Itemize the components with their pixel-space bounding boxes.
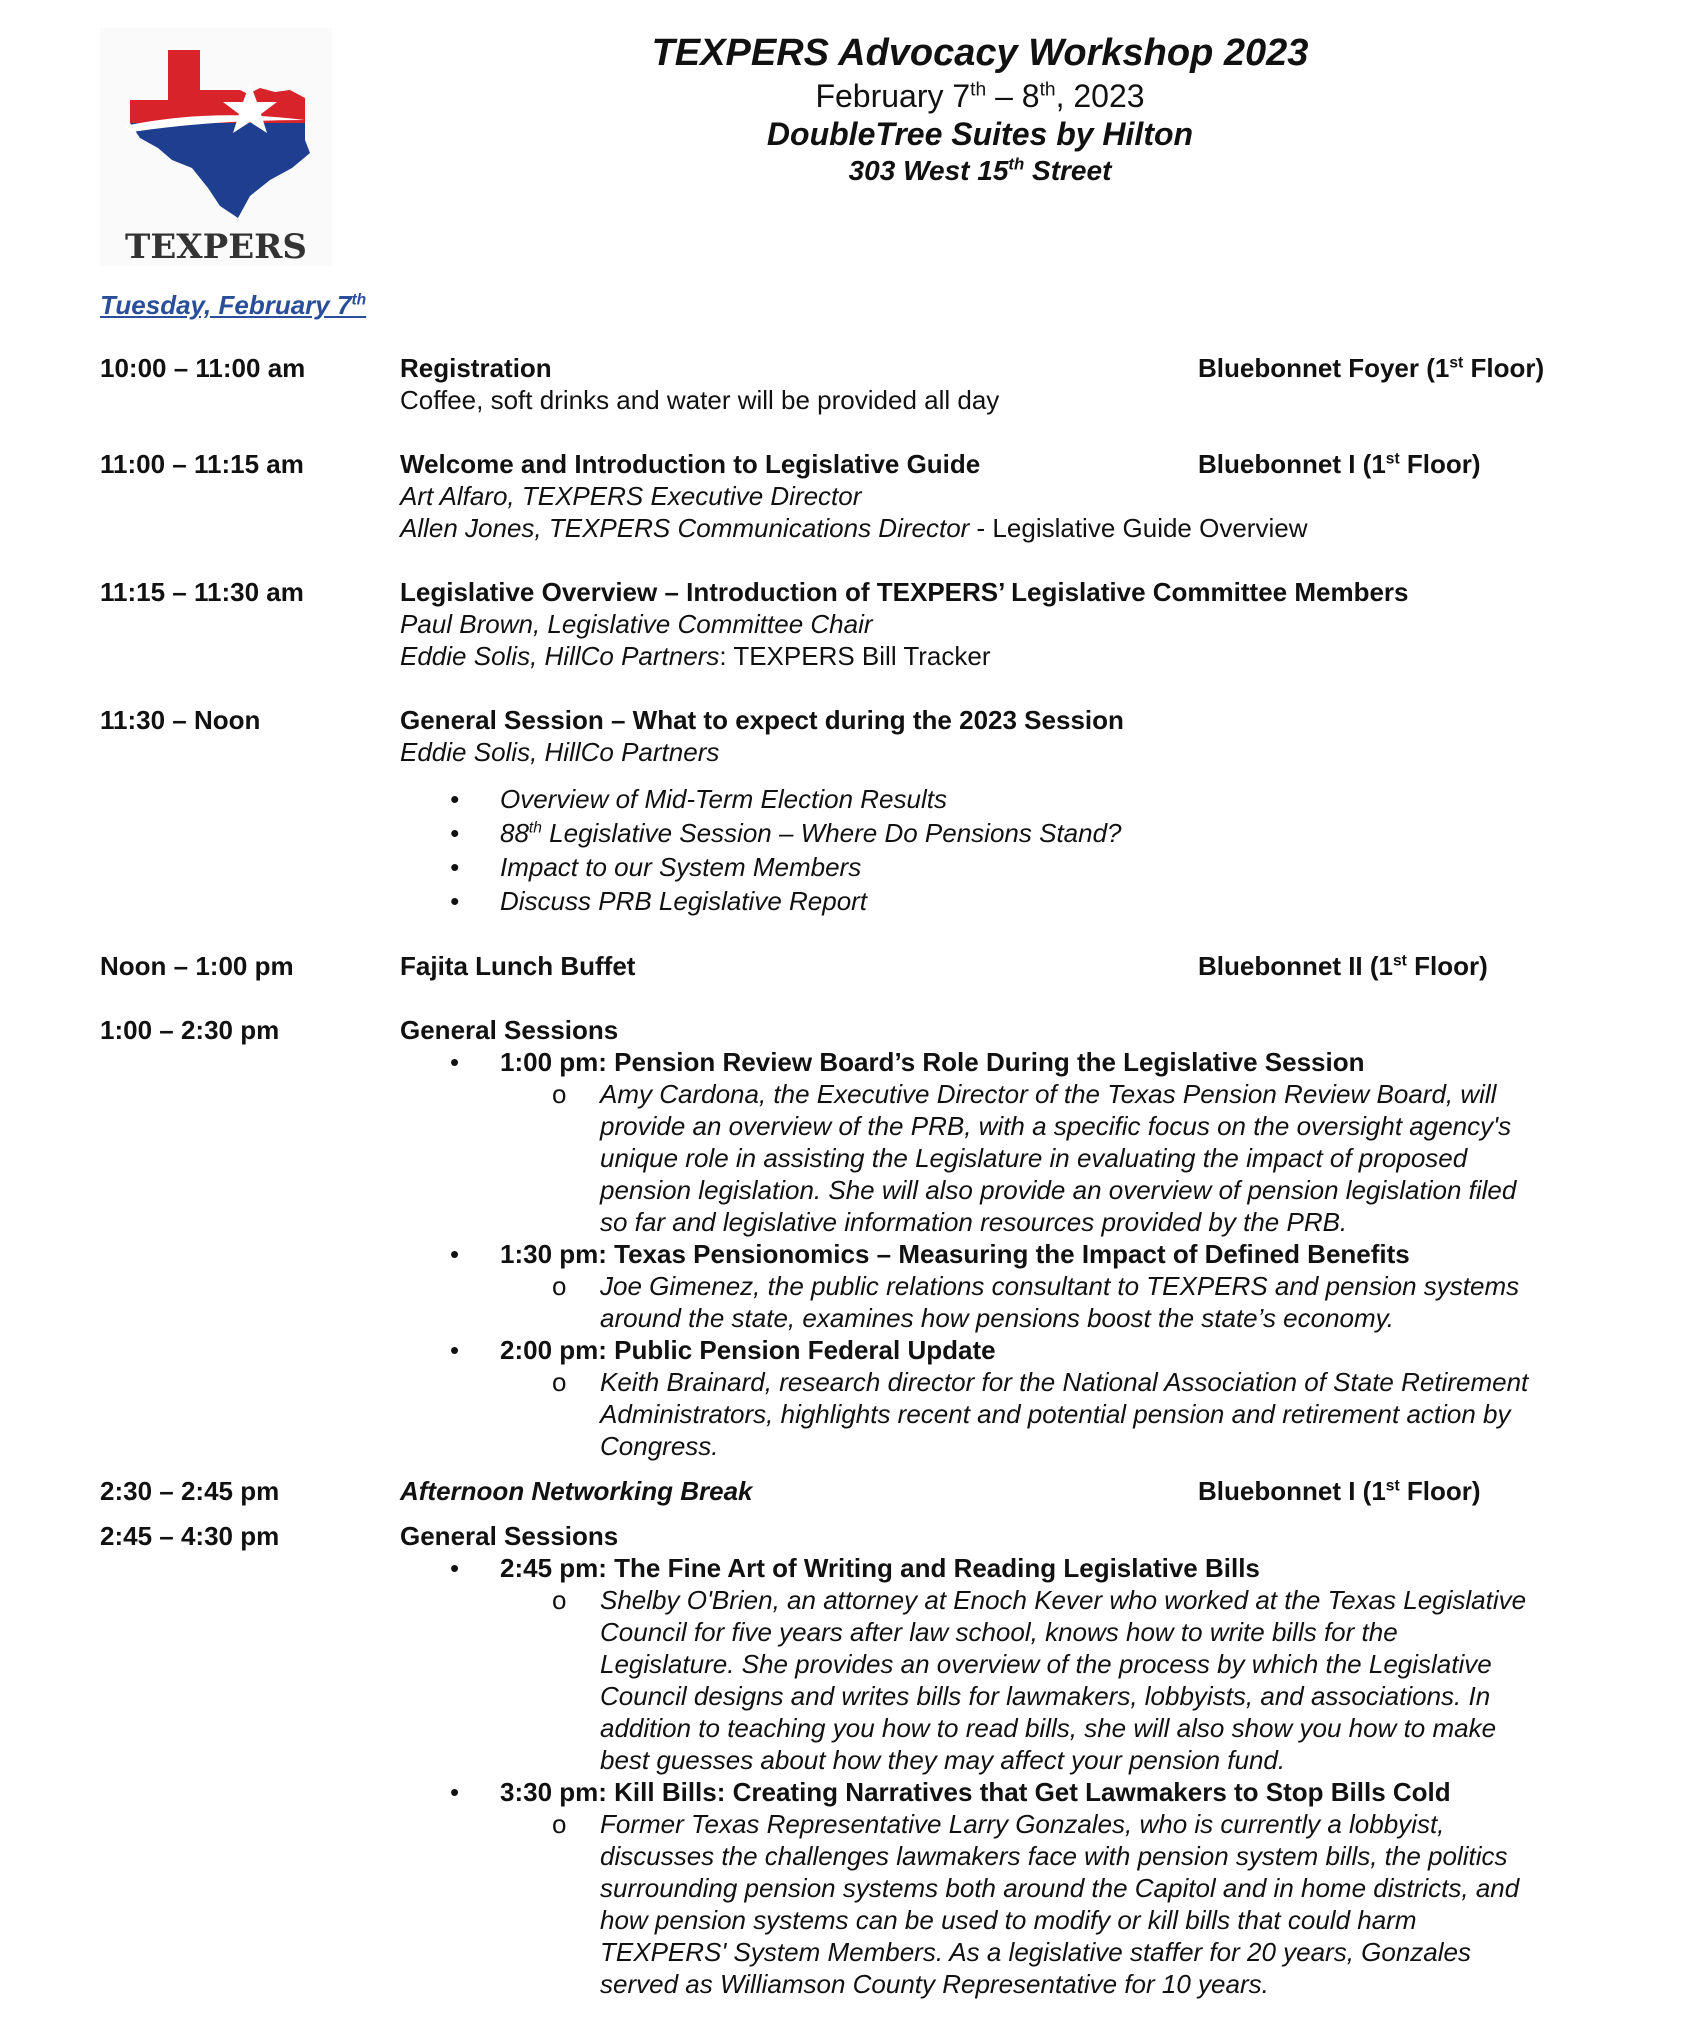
agenda-title: Welcome and Introduction to Legislative Guide	[400, 449, 981, 479]
description-line: Amy Cardona, the Executive Director of the Texas Pension Review Board, will	[600, 1079, 1497, 1109]
agenda-speaker: Eddie Solis, HillCo Partners	[400, 737, 720, 767]
description-line: Former Texas Representative Larry Gonzales, who is currently a lobbyist,	[600, 1809, 1445, 1839]
agenda-speaker: Allen Jones, TEXPERS Communications Director - Legislative Guide Overview	[400, 513, 1308, 543]
agenda-title: General Session – What to expect during the 2023 Session	[400, 705, 1124, 735]
bullet-icon: •	[450, 818, 460, 848]
description-line: provide an overview of the PRB, with a specific focus on the oversight agency's	[600, 1111, 1512, 1141]
document-title: TEXPERS Advocacy Workshop 2023	[651, 32, 1309, 74]
session-title: 2:00 pm: Public Pension Federal Update	[500, 1335, 996, 1365]
agenda-note: Coffee, soft drinks and water will be provided all day	[400, 385, 1000, 415]
session-item	[400, 1552, 1660, 1776]
session-item	[400, 1238, 1660, 1334]
description-line: how pension systems can be used to modify or kill bills that could harm	[600, 1905, 1417, 1935]
description-line: Administrators, highlights recent and potential pension and retirement action by	[600, 1399, 1511, 1429]
bullet-icon: •	[450, 852, 460, 882]
agenda-item	[100, 1014, 1660, 1462]
agenda-title: Fajita Lunch Buffet	[400, 951, 636, 981]
agenda-speaker: Eddie Solis, HillCo Partners: TEXPERS Bill Tracker	[400, 641, 991, 671]
list-item: • Impact to our System Members	[450, 852, 862, 882]
event-dates: February 7th – 8th, 2023	[815, 78, 1145, 114]
sub-bullet-icon: o	[552, 1271, 567, 1301]
bullet-icon: •	[450, 1553, 460, 1583]
agenda-item	[100, 576, 1660, 672]
sub-bullet-icon: o	[552, 1809, 567, 1839]
agenda-title: General Sessions	[400, 1015, 619, 1045]
agenda-time: 11:15 – 11:30 am	[100, 577, 304, 607]
agenda-item	[100, 448, 1660, 544]
logo-wordmark: TEXPERS	[125, 227, 307, 266]
agenda-room: Bluebonnet Foyer (1st Floor)	[1198, 353, 1545, 383]
texas-flag-map-icon	[100, 28, 332, 266]
session-item	[400, 1046, 1660, 1238]
sub-bullet-icon: o	[552, 1367, 567, 1397]
agenda-time: 2:45 – 4:30 pm	[100, 1521, 280, 1551]
session-list	[400, 1046, 1660, 1462]
description-line: surrounding pension systems both around the Capitol and in home districts, and	[600, 1873, 1520, 1903]
description-line: unique role in assisting the Legislature in evaluating the impact of proposed	[600, 1143, 1468, 1173]
description-line: Council designs and writes bills for lawmakers, lobbyists, and associations. In	[600, 1681, 1491, 1711]
session-description	[500, 1078, 1660, 1238]
agenda-time: 1:00 – 2:30 pm	[100, 1015, 280, 1045]
description-line: best guesses about how they may affect your pension fund.	[600, 1745, 1286, 1775]
agenda-item	[100, 704, 1660, 918]
agenda-item	[100, 352, 1660, 416]
agenda-room: Bluebonnet I (1st Floor)	[1198, 449, 1481, 479]
agenda-time: 2:30 – 2:45 pm	[100, 1476, 280, 1506]
description-line: pension legislation. She will also provide an overview of pension legislation filed	[600, 1175, 1517, 1205]
session-item	[400, 1334, 1660, 1462]
agenda-item	[100, 1475, 1660, 1507]
session-item	[400, 1776, 1660, 2000]
sub-bullet-icon: o	[552, 1079, 567, 1109]
bullet-icon: •	[450, 784, 460, 814]
agenda-title: Afternoon Networking Break	[400, 1476, 753, 1506]
session-title: 2:45 pm: The Fine Art of Writing and Reading Legislative Bills	[500, 1553, 1260, 1583]
session-description	[500, 1270, 1660, 1334]
agenda-title: Legislative Overview – Introduction of TEXPERS’ Legislative Committee Members	[400, 577, 1409, 607]
agenda-room: Bluebonnet I (1st Floor)	[1198, 1476, 1481, 1506]
description-line: Legislature. She provides an overview of the process by which the Legislative	[600, 1649, 1492, 1679]
list-item: • Overview of Mid-Term Election Results	[450, 784, 947, 814]
description-line: Council for five years after law school, knows how to write bills for the	[600, 1617, 1398, 1647]
agenda-room: Bluebonnet II (1st Floor)	[1198, 951, 1488, 981]
session-description	[500, 1584, 1660, 1776]
session-list	[400, 1552, 1660, 2000]
agenda-speaker: Paul Brown, Legislative Committee Chair	[400, 609, 873, 639]
agenda-title: General Sessions	[400, 1521, 619, 1551]
description-line: around the state, examines how pensions boost the state’s economy.	[600, 1303, 1394, 1333]
session-description	[500, 1808, 1660, 2000]
description-line: served as Williamson County Representative for 10 years.	[600, 1969, 1269, 1999]
description-line: so far and legislative information resources provided by the PRB.	[600, 1207, 1348, 1237]
agenda-time: 10:00 – 11:00 am	[100, 353, 306, 383]
agenda-list	[100, 352, 1660, 2000]
bullet-icon: •	[450, 1239, 460, 1269]
session-title: 3:30 pm: Kill Bills: Creating Narratives that Get Lawmakers to Stop Bills Cold	[500, 1777, 1451, 1807]
texpers-logo	[100, 28, 332, 266]
bullet-icon: •	[450, 1047, 460, 1077]
bullet-icon: •	[450, 1335, 460, 1365]
event-venue: DoubleTree Suites by Hilton	[766, 116, 1194, 152]
list-item: • 88th Legislative Session – Where Do Pensions Stand?	[450, 818, 1122, 848]
description-line: Shelby O'Brien, an attorney at Enoch Kever who worked at the Texas Legislative	[600, 1585, 1527, 1615]
description-line: addition to teaching you how to read bills, she will also show you how to make	[600, 1713, 1497, 1743]
agenda-item	[100, 950, 1660, 982]
agenda-time: Noon – 1:00 pm	[100, 951, 294, 981]
session-title: 1:30 pm: Texas Pensionomics – Measuring the Impact of Defined Benefits	[500, 1239, 1410, 1269]
agenda-item	[100, 1520, 1660, 2000]
description-line: Congress.	[600, 1431, 719, 1461]
agenda-time: 11:30 – Noon	[100, 705, 261, 735]
sub-bullet-icon: o	[552, 1585, 567, 1615]
agenda-speaker: Art Alfaro, TEXPERS Executive Director	[400, 481, 862, 511]
agenda-title: Registration	[400, 353, 552, 383]
description-line: TEXPERS' System Members. As a legislative staffer for 20 years, Gonzales	[600, 1937, 1471, 1967]
session-description	[500, 1366, 1660, 1462]
event-address: 303 West 15th Street	[848, 154, 1112, 186]
description-line: Keith Brainard, research director for the National Association of State Retirement	[600, 1367, 1529, 1397]
topic-list	[400, 782, 1660, 918]
list-item: • Discuss PRB Legislative Report	[450, 886, 868, 916]
bullet-icon: •	[450, 1777, 460, 1807]
description-line: Joe Gimenez, the public relations consultant to TEXPERS and pension systems	[600, 1271, 1520, 1301]
day-heading: Tuesday, February 7th	[100, 290, 367, 320]
session-title: 1:00 pm: Pension Review Board’s Role During the Legislative Session	[500, 1047, 1365, 1077]
bullet-icon: •	[450, 886, 460, 916]
agenda-time: 11:00 – 11:15 am	[100, 449, 304, 479]
description-line: discusses the challenges lawmakers face with pension system bills, the politics	[600, 1841, 1508, 1871]
